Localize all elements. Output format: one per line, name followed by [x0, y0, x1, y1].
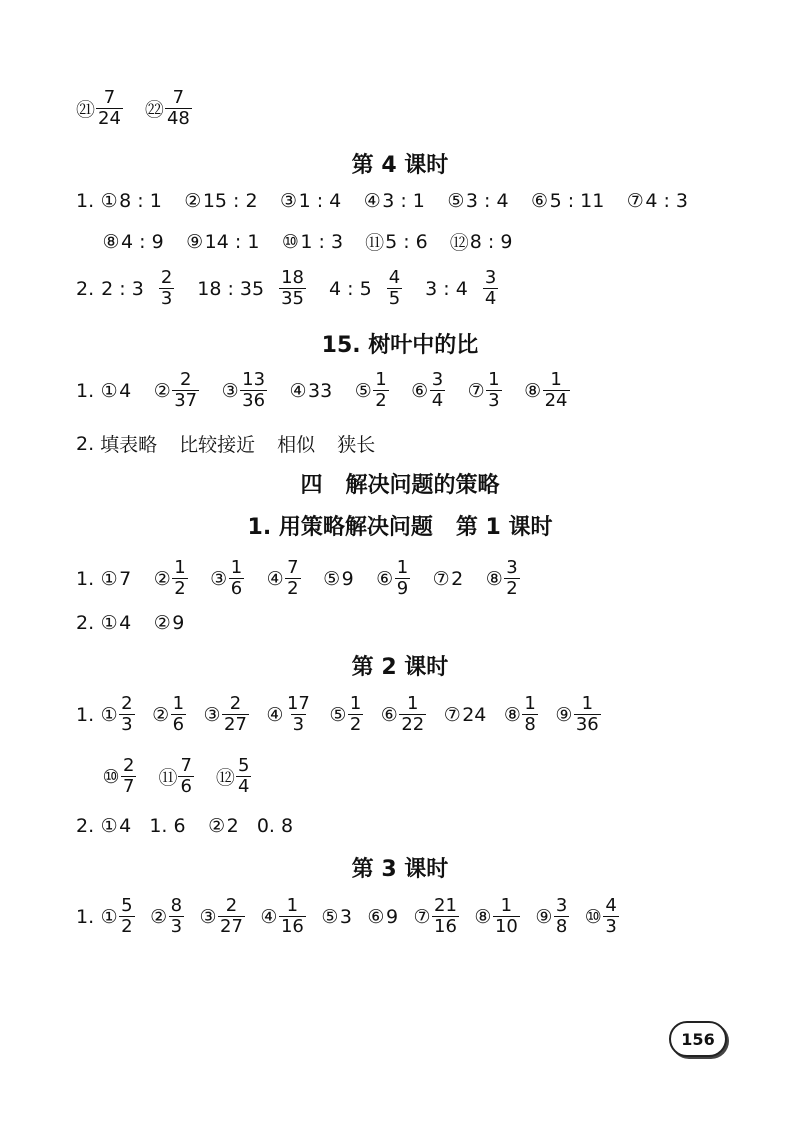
- numerator: 3: [506, 557, 518, 578]
- answer-item: [210, 558, 244, 599]
- numerator: 1: [286, 895, 299, 916]
- lesson2-q1-row1: [76, 694, 760, 735]
- item-marker: ⑤: [354, 379, 372, 402]
- item-marker: ⑥: [367, 905, 385, 928]
- ratio: [100, 278, 144, 300]
- item-marker: ⑫: [449, 232, 469, 254]
- heading-text: 1. 用策略解决问题 第 1 课时: [247, 515, 553, 540]
- fraction: [432, 896, 459, 937]
- answer-item: [216, 756, 251, 797]
- heading-text: 第 3 课时: [351, 857, 449, 882]
- answer-value: 3 : 4: [425, 277, 468, 300]
- numerator: 1: [581, 693, 594, 714]
- denominator: 3: [170, 916, 183, 937]
- item-marker: ⑪: [158, 767, 178, 789]
- numerator: 3: [431, 369, 444, 390]
- heading-text: 15. 树叶中的比: [321, 333, 479, 358]
- numerator: 2: [160, 267, 173, 288]
- denominator: 35: [281, 288, 305, 309]
- fraction: [178, 756, 193, 797]
- denominator: 3: [160, 288, 173, 309]
- fraction: [172, 558, 187, 599]
- answer-value: 1 : 3: [300, 230, 344, 253]
- answer-value: 5 : 6: [385, 230, 428, 253]
- question-number: 2.: [76, 432, 95, 455]
- lesson2-q1-row2: [102, 756, 760, 797]
- answer-item: [145, 88, 192, 129]
- fraction: [229, 558, 244, 599]
- item-marker: ⑤: [323, 567, 341, 590]
- lesson2-q2: [76, 815, 760, 837]
- answer-value: 5 : 11: [549, 190, 605, 212]
- item-marker: ⑨: [555, 703, 573, 726]
- lesson2-title: [0, 650, 800, 681]
- answer-value: 3 : 1: [382, 190, 425, 212]
- question-number: 2.: [76, 277, 95, 300]
- answer-item: [153, 612, 184, 634]
- fraction: [483, 268, 498, 309]
- item-marker: ②: [153, 612, 171, 634]
- answer-value: 8 : 9: [469, 230, 513, 253]
- question-number: 1.: [76, 190, 95, 212]
- top-answers: [76, 88, 760, 129]
- unit1-title: [0, 510, 800, 541]
- answer-item: [278, 268, 306, 309]
- answer-item: [329, 694, 363, 735]
- item-marker: ⑧: [474, 905, 492, 928]
- numerator: 1: [349, 693, 362, 714]
- numerator: 13: [242, 369, 266, 390]
- denominator: 2: [349, 714, 362, 735]
- answer-item: [503, 694, 537, 735]
- denominator: 2: [375, 390, 387, 411]
- fraction: [387, 268, 402, 309]
- answer-item: [380, 694, 426, 735]
- page-number-text: 156: [681, 1029, 715, 1049]
- answer-item: [186, 231, 260, 253]
- item-marker: ⑨: [186, 230, 204, 253]
- item-marker: ③: [221, 379, 239, 402]
- denominator: 7: [123, 776, 135, 797]
- item-marker: ②: [153, 379, 171, 402]
- denominator: 2: [506, 578, 518, 599]
- numerator: 1: [230, 557, 243, 578]
- question-number: 2.: [76, 815, 95, 837]
- fraction: [285, 558, 300, 599]
- item-marker: ②: [153, 567, 171, 590]
- item-marker: ⑧: [485, 567, 503, 590]
- denominator: 36: [242, 390, 266, 411]
- item-marker: ①: [100, 612, 118, 634]
- item-marker: ②: [150, 905, 168, 928]
- numerator: 1: [174, 557, 186, 578]
- item-marker: ⑦: [467, 379, 485, 402]
- answer-value: 2 0. 8: [226, 815, 294, 837]
- answer-value: 2 : 3: [101, 277, 144, 300]
- answer-item: [158, 756, 193, 797]
- question-number: 1.: [76, 567, 95, 590]
- numerator: 3: [484, 267, 497, 288]
- question-number: 1.: [76, 703, 95, 726]
- answer-item: [100, 190, 162, 212]
- fraction: [399, 694, 426, 735]
- answer-item: [153, 558, 187, 599]
- item-marker: ②: [152, 703, 170, 726]
- question-number: 1.: [76, 379, 95, 402]
- item-marker: ⑥: [531, 190, 549, 212]
- lesson4-q1-row2: [102, 228, 760, 255]
- numerator: 3: [555, 895, 568, 916]
- denominator: 36: [575, 714, 599, 735]
- item-marker: ④: [266, 703, 284, 726]
- page-number: [669, 1021, 727, 1057]
- fraction: [543, 370, 570, 411]
- answer-item: [100, 612, 131, 634]
- answer-text: 相似: [277, 434, 316, 456]
- denominator: 6: [230, 578, 243, 599]
- item-marker: ⑦: [443, 703, 461, 726]
- answer-item: [365, 228, 428, 255]
- denominator: 37: [174, 390, 198, 411]
- denominator: 2: [174, 578, 186, 599]
- item-marker: ⑤: [447, 190, 465, 212]
- item-marker: ㉑: [76, 99, 96, 121]
- answer-value: 2: [451, 567, 464, 590]
- item-marker: ⑧: [524, 379, 542, 402]
- denominator: 48: [166, 108, 190, 129]
- denominator: 24: [544, 390, 568, 411]
- item-marker: ①: [100, 379, 118, 402]
- denominator: 2: [287, 578, 299, 599]
- numerator: 1: [375, 369, 387, 390]
- answer-item: [323, 568, 354, 590]
- denominator: 3: [488, 390, 500, 411]
- fraction: [522, 694, 537, 735]
- fraction: [119, 896, 134, 937]
- denominator: 10: [494, 916, 518, 937]
- fraction: [348, 694, 363, 735]
- item-marker: ④: [260, 905, 278, 928]
- heading-text: 四 解决问题的策略: [300, 473, 500, 498]
- numerator: 4: [605, 895, 617, 916]
- answer-item: [100, 815, 185, 837]
- denominator: 9: [396, 578, 409, 599]
- answer-item: [289, 380, 332, 402]
- numerator: 1: [396, 557, 409, 578]
- item-marker: ①: [100, 905, 118, 928]
- fraction: [236, 756, 251, 797]
- denominator: 16: [280, 916, 304, 937]
- lesson3-q1: [76, 896, 760, 937]
- answer-item: [281, 231, 343, 253]
- answer-item: [100, 380, 131, 402]
- answer-value: 3 : 4: [465, 190, 509, 212]
- fraction: [285, 694, 312, 735]
- answer-item: [153, 370, 199, 411]
- answer-value: 4 1. 6: [119, 815, 186, 837]
- numerator: 1: [500, 895, 513, 916]
- fraction: [554, 896, 569, 937]
- answer-text: 比较接近: [179, 434, 256, 456]
- item-marker: ⑩: [281, 230, 299, 253]
- numerator: 1: [550, 369, 562, 390]
- item-marker: ⑩: [102, 765, 120, 788]
- fraction: [395, 558, 410, 599]
- fraction: [430, 370, 445, 411]
- answer-item: [474, 896, 520, 937]
- answer-item: [482, 268, 498, 309]
- answer-value: 4 : 5: [329, 277, 372, 300]
- item-marker: ⑨: [535, 905, 553, 928]
- fraction: [574, 694, 601, 735]
- item-marker: ⑩: [584, 905, 602, 928]
- question-number: 2.: [76, 612, 95, 634]
- item-marker: ⑥: [411, 379, 429, 402]
- denominator: 3: [121, 714, 133, 735]
- answer-item: [413, 896, 459, 937]
- item-marker: ①: [100, 567, 118, 590]
- item-marker: ①: [100, 190, 118, 212]
- section15-title: [0, 328, 800, 359]
- answer-item: [221, 370, 267, 411]
- answer-item: [150, 896, 184, 937]
- fraction: [119, 694, 134, 735]
- answer-value: 15 : 2: [202, 190, 258, 212]
- answer-item: [208, 815, 293, 837]
- denominator: 4: [431, 390, 444, 411]
- answer-item: [100, 896, 134, 937]
- lesson4-q1-row1: [76, 190, 760, 212]
- item-marker: ⑧: [102, 230, 120, 253]
- answer-item: [76, 88, 123, 129]
- ratio: [328, 278, 372, 300]
- denominator: 8: [524, 714, 536, 735]
- answer-item: [447, 190, 509, 212]
- lesson4-q2: [76, 268, 760, 309]
- answer-value: 24: [462, 703, 487, 726]
- denominator: 16: [434, 916, 457, 937]
- section15-q1: [76, 370, 760, 411]
- answer-item: [102, 756, 136, 797]
- denominator: 3: [605, 916, 617, 937]
- denominator: 4: [237, 776, 250, 797]
- item-marker: ⑦: [432, 567, 450, 590]
- answer-value: 4: [119, 379, 132, 402]
- item-marker: ④: [266, 567, 284, 590]
- item-marker: ⑥: [380, 703, 398, 726]
- answer-value: 1 : 4: [298, 190, 342, 212]
- item-marker: ⑤: [321, 905, 339, 928]
- denominator: 22: [401, 714, 425, 735]
- numerator: 17: [286, 693, 310, 714]
- denominator: 8: [555, 916, 568, 937]
- item-marker: ④: [363, 190, 381, 212]
- fraction: [218, 896, 245, 937]
- numerator: 5: [237, 755, 250, 776]
- item-marker: ⑤: [329, 703, 347, 726]
- answer-text: 填表略: [100, 434, 158, 456]
- item-marker: ③: [199, 905, 217, 928]
- numerator: 2: [123, 755, 135, 776]
- answer-item: [584, 896, 618, 937]
- answer-value: 18 : 35: [197, 277, 265, 300]
- answer-item: [443, 704, 486, 726]
- answer-item: [535, 896, 569, 937]
- item-marker: ⑫: [215, 767, 235, 789]
- answer-value: 14 : 1: [204, 230, 260, 253]
- numerator: 18: [281, 267, 305, 288]
- answer-value: 9: [385, 905, 399, 928]
- fraction: [486, 370, 501, 411]
- item-marker: ⑦: [413, 905, 431, 928]
- answer-item: [199, 896, 245, 937]
- fraction: [121, 756, 136, 797]
- denominator: 3: [292, 714, 305, 735]
- section15-q2: [76, 430, 760, 457]
- answer-item: [266, 558, 300, 599]
- answer-item: [266, 694, 312, 735]
- fraction: [159, 268, 174, 309]
- answer-value: 7: [119, 567, 132, 590]
- fraction: [240, 370, 267, 411]
- answer-item: [260, 896, 306, 937]
- denominator: 27: [220, 916, 243, 937]
- item-marker: ①: [100, 815, 118, 837]
- fraction: [222, 694, 249, 735]
- answer-item: [524, 370, 570, 411]
- denominator: 6: [172, 714, 185, 735]
- denominator: 24: [98, 108, 121, 129]
- numerator: 2: [225, 895, 238, 916]
- answer-value: 4 : 9: [121, 230, 164, 253]
- item-marker: ⑧: [503, 703, 521, 726]
- fraction: [279, 896, 306, 937]
- fraction: [279, 268, 306, 309]
- answer-item: [280, 190, 342, 212]
- numerator: 2: [229, 693, 242, 714]
- numerator: 2: [121, 693, 133, 714]
- lesson4-title: [0, 148, 800, 179]
- answer-item: [432, 568, 463, 590]
- numerator: 7: [172, 87, 185, 108]
- answer-value: 33: [308, 379, 333, 402]
- ratio: [196, 278, 264, 300]
- fraction: [169, 896, 184, 937]
- ratio: [424, 278, 468, 300]
- answer-item: [467, 370, 501, 411]
- item-marker: ④: [289, 379, 307, 402]
- answer-item: [354, 370, 388, 411]
- answer-item: [376, 558, 410, 599]
- fraction: [171, 694, 186, 735]
- numerator: 4: [388, 267, 401, 288]
- item-marker: ②: [208, 815, 226, 837]
- item-marker: ㉒: [144, 99, 164, 121]
- item-marker: ⑥: [376, 567, 394, 590]
- fraction: [603, 896, 618, 937]
- fraction: [96, 88, 123, 129]
- fraction: [504, 558, 519, 599]
- fraction: [373, 370, 388, 411]
- answer-item: [367, 906, 398, 928]
- numerator: 7: [180, 755, 192, 776]
- answer-item: [100, 694, 134, 735]
- numerator: 1: [524, 693, 536, 714]
- numerator: 5: [121, 895, 133, 916]
- answer-item: [152, 694, 186, 735]
- answer-value: 9: [172, 612, 185, 634]
- answer-item: [626, 190, 688, 212]
- fraction: [165, 88, 192, 129]
- numerator: 21: [434, 895, 457, 916]
- answer-item: [411, 370, 445, 411]
- item-marker: ⑦: [626, 190, 644, 212]
- answer-item: [485, 558, 519, 599]
- item-marker: ①: [100, 703, 118, 726]
- answer-value: 8 : 1: [119, 190, 162, 212]
- numerator: 2: [179, 369, 192, 390]
- item-marker: ②: [184, 190, 202, 212]
- answer-item: [203, 694, 249, 735]
- answer-text: 狭长: [337, 434, 376, 456]
- denominator: 4: [484, 288, 497, 309]
- fraction: [493, 896, 520, 937]
- denominator: 6: [180, 776, 192, 797]
- lesson3-title: [0, 852, 800, 883]
- answer-item: [184, 190, 258, 212]
- heading-text: 第 4 课时: [351, 153, 449, 178]
- numerator: 1: [488, 369, 500, 390]
- answer-item: [555, 694, 601, 735]
- lesson1-q2: [76, 612, 760, 634]
- answer-item: [158, 268, 174, 309]
- numerator: 7: [103, 87, 116, 108]
- answer-item: [321, 906, 352, 928]
- answer-value: 9: [341, 567, 354, 590]
- item-marker: ③: [210, 567, 228, 590]
- fraction: [172, 370, 199, 411]
- item-marker: ③: [203, 703, 221, 726]
- denominator: 2: [121, 916, 133, 937]
- answer-item: [100, 568, 131, 590]
- answer-item: [102, 231, 164, 253]
- answer-item: [386, 268, 402, 309]
- heading-text: 第 2 课时: [351, 655, 449, 680]
- lesson1-q1: [76, 558, 760, 599]
- denominator: 5: [388, 288, 401, 309]
- question-number: 1.: [76, 905, 95, 928]
- chapter4-title: [0, 468, 800, 499]
- item-marker: ③: [280, 190, 298, 212]
- denominator: 27: [224, 714, 247, 735]
- answer-value: 3: [339, 905, 352, 928]
- answer-item: [450, 228, 513, 255]
- answer-item: [531, 190, 605, 212]
- answer-value: 4: [119, 612, 132, 634]
- numerator: 7: [287, 557, 299, 578]
- answer-value: 4 : 3: [645, 190, 688, 212]
- answer-item: [363, 190, 425, 212]
- numerator: 1: [407, 693, 419, 714]
- numerator: 1: [172, 693, 185, 714]
- numerator: 8: [170, 895, 183, 916]
- item-marker: ⑪: [365, 232, 385, 254]
